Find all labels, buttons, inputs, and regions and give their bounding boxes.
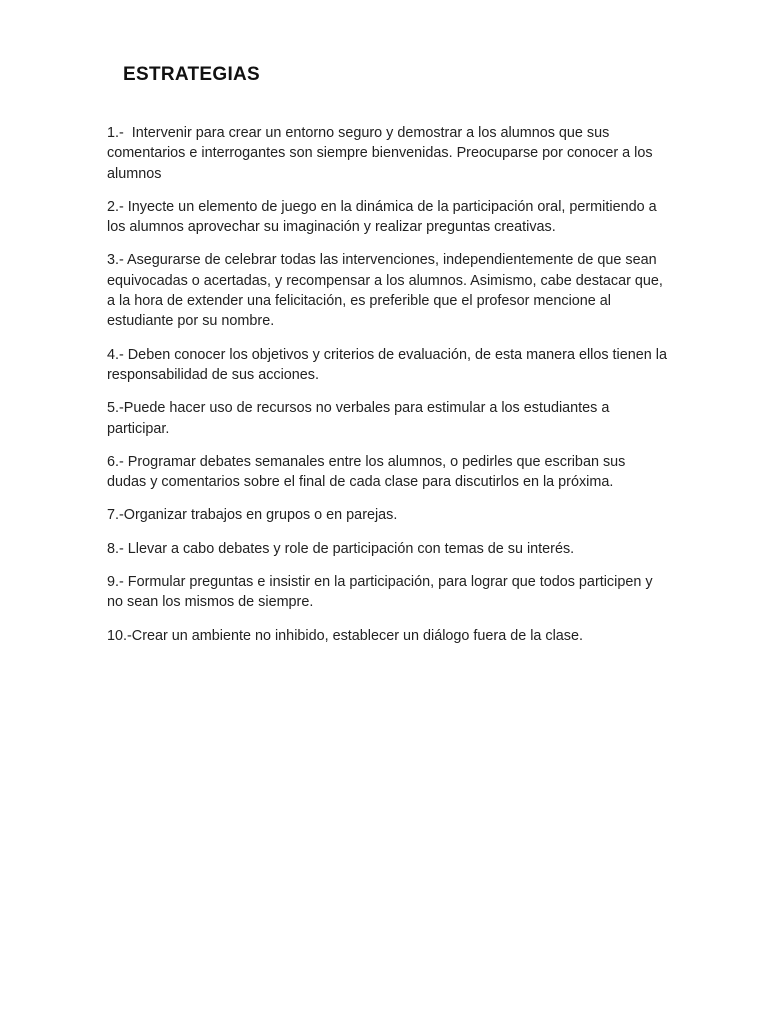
- strategy-item-1: 1.- Intervenir para crear un entorno seguro y demostrar a los alumnos que sus comentarios e interrogantes son siempre bienvenidas. Preocuparse por conocer a los alumnos: [107, 125, 657, 182]
- strategy-item-6: 6.- Programar debates semanales entre los alumnos, o pedirles que escriban sus dudas y comentarios sobre el final de cada clase para discutirlos en la próxima.: [107, 453, 630, 491]
- page-title: ESTRATEGIAS: [123, 64, 261, 85]
- strategy-item-9: 9.- Formular preguntas e insistir en la participación, para lograr que todos participen y no sean los mismos de siempre.: [107, 574, 657, 611]
- strategy-item-7: 7.-Organizar trabajos en grupos o en parejas.: [107, 507, 398, 524]
- strategy-item-2: 2.- Inyecte un elemento de juego en la dinámica de la participación oral, permitiendo a los alumnos aprovechar su imaginación y realizar preguntas creativas.: [107, 198, 661, 236]
- strategies-list: [107, 123, 671, 659]
- strategy-item-10: 10.-Crear un ambiente no inhibido, establecer un diálogo fuera de la clase.: [107, 627, 583, 644]
- strategy-item-8: 8.- Llevar a cabo debates y role de participación con temas de su interés.: [107, 540, 575, 557]
- strategy-item-5: 5.-Puede hacer uso de recursos no verbales para estimular a los estudiantes a participar.: [107, 400, 614, 437]
- strategy-item-3: 3.- Asegurarse de celebrar todas las intervenciones, independientemente de que sean equivocadas o acertadas, y recompensar a los alumnos. Asimismo, cabe destacar que, a la hora de extender una felicitación, es preferible que el profesor mencione al estudiante por su nombre.: [107, 252, 667, 330]
- strategy-item-4: 4.- Deben conocer los objetivos y criterios de evaluación, de esta manera ellos tienen la responsabilidad de sus acciones.: [107, 346, 671, 383]
